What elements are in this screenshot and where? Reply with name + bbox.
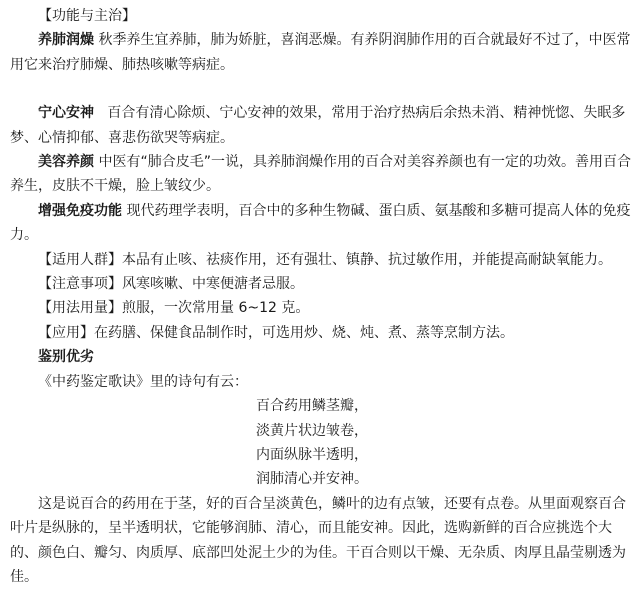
paragraph-immunity xyxy=(10,199,631,248)
poem-line: 百合药用鳞茎瓣， xyxy=(256,398,368,415)
label-suitable-people: 【适用人群】 xyxy=(38,251,122,268)
text-moisten-lung: 秋季养生宜养肺，肺为娇脏，喜润恶燥。有养阴润肺作用的百合就最好不过了，中医常用它来治疗肺燥、肺热咳嗽等病症。 xyxy=(10,32,631,73)
closing-paragraph: 这是说百合的药用在于茎，好的百合呈淡黄色，鳞叶的边有点皱，还要有点卷。从里面观察百合叶片是纵脉的，呈半透明状，它能够润肺、清心，而且能安神。因此，选购新鲜的百合应挑选个大的、颜色白、瓣匀、肉质厚、底部凹处泥土少的为佳。干百合则以干燥、无杂质、肉厚且晶莹剔透为佳。 xyxy=(10,495,626,585)
poem-intro: 《中药鉴定歌诀》里的诗句有云： xyxy=(38,373,248,390)
title-moisten-lung: 养肺润燥 xyxy=(38,32,94,49)
paragraph-suitable-people xyxy=(10,248,631,272)
text-suitable-people: 本品有止咳、祛痰作用，还有强壮、镇静、抗过敏作用，并能提高耐缺氧能力。 xyxy=(122,251,612,268)
text-application: 在药膳、保健食品制作时，可选用炒、烧、炖、煮、蒸等烹制方法。 xyxy=(94,324,514,341)
poem-line: 润肺清心并安神。 xyxy=(256,471,368,488)
paragraph-precautions xyxy=(10,272,631,296)
title-beauty: 美容养颜 xyxy=(38,154,94,171)
title-immunity: 增强免疫功能 xyxy=(38,202,122,219)
paragraph-calm-mind xyxy=(10,101,631,150)
label-dosage: 【用法用量】 xyxy=(38,300,122,317)
poem xyxy=(256,394,631,492)
spacer xyxy=(10,77,631,101)
functions-heading: 【功能与主治】 xyxy=(38,8,136,24)
paragraph-dosage xyxy=(10,296,631,320)
text-immunity: 现代药理学表明，百合中的多种生物碱、蛋白质、氨基酸和多糖可提高人体的免疫力。 xyxy=(10,202,631,244)
label-application: 【应用】 xyxy=(38,324,94,341)
text-beauty: 中医有“肺合皮毛”一说，具养肺润燥作用的百合对美容养颜也有一定的功效。善用百合养生，皮肤不干燥，脸上皱纹少。 xyxy=(10,154,631,195)
paragraph-application xyxy=(10,321,631,345)
paragraph-moisten-lung xyxy=(10,28,631,77)
text-dosage: 煎服，一次常用量 6~12 克。 xyxy=(122,300,310,317)
identify-heading: 鉴别优劣 xyxy=(38,349,94,366)
title-calm-mind: 宁心安神 xyxy=(38,105,94,122)
paragraph-beauty xyxy=(10,150,631,199)
label-precautions: 【注意事项】 xyxy=(38,276,122,293)
poem-line: 淡黄片状边皱卷， xyxy=(256,422,368,439)
poem-line: 内面纵脉半透明， xyxy=(256,446,368,463)
text-precautions: 风寒咳嗽、中寒便溏者忌服。 xyxy=(122,276,304,293)
text-calm-mind: 百合有清心除烦、宁心安神的效果，常用于治疗热病后余热未消、精神恍惚、失眠多梦、心情抑郁、喜悲伤欲哭等病症。 xyxy=(10,105,626,146)
